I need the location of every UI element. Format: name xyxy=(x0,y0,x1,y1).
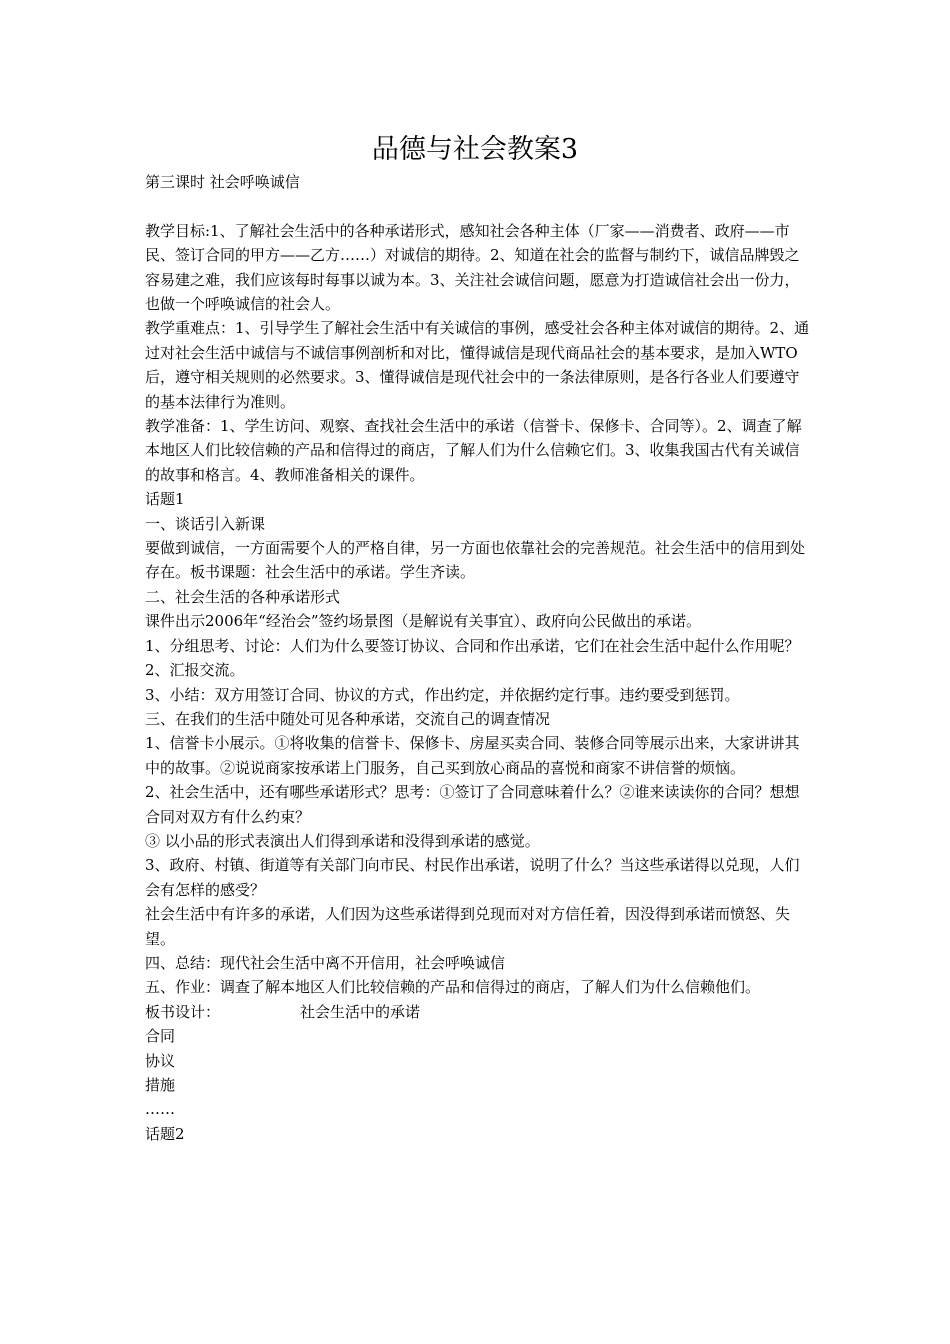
lesson-heading: 第三课时 社会呼唤诚信 xyxy=(145,173,300,191)
paragraph-intro: 要做到诚信，一方面需要个人的严格自律，另一方面也依靠社会的完善规范。社会生活中的信用到处存在。板书课题：社会生活中的承诺。学生齐读。 xyxy=(145,539,806,582)
paragraph-preparation: 教学准备：1、学生访问、观察、查找社会生活中的承诺（信誉卡、保修卡、合同等）。2、调查了解本地区人们比较信赖的产品和信得过的商店，了解人们为什么信赖它们。3、收集我国古代有关诚信的故事和格言。4、教师准备相关的课件。 xyxy=(145,417,802,484)
board-item: 协议 xyxy=(145,1051,176,1070)
section-3-heading: 三、在我们的生活中随处可见各种承诺，交流自己的调查情况 xyxy=(145,709,551,728)
topic-1-heading: 话题1 xyxy=(145,490,185,509)
paragraph-objectives: 教学目标:1、了解社会生活中的各种承诺形式，感知社会各种主体（厂家——消费者、政府——市民、签订合同的甲方——乙方……）对诚信的期待。2、知道在社会的监督与制约下，诚信品牌毁之容易建之难，我们应该每时每事以诚为本。3、关注社会诚信问题，愿意为打造诚信社会出一份力，也做一个呼唤诚信的社会人。 xyxy=(145,221,800,314)
section-5-heading: 五、作业：调查了解本地区人们比较信赖的产品和信得过的商店，了解人们为什么信赖他们。 xyxy=(145,978,761,997)
section-2-heading: 二、社会生活的各种承诺形式 xyxy=(145,587,341,606)
paragraph-skit: ③ 以小品的形式表演出人们得到承诺和没得到承诺的感觉。 xyxy=(145,831,540,850)
paragraph-courseware: 课件出示2006年“经治会”签约场景图（是解说有关事宜）、政府向公民做出的承诺。 xyxy=(145,612,702,631)
paragraph-government: 3、政府、村镇、街道等有关部门向市民、村民作出承诺，说明了什么？当这些承诺得以兑现，人们会有怎样的感受？ xyxy=(145,856,800,899)
section-4-heading: 四、总结：现代社会生活中离不开信用，社会呼唤诚信 xyxy=(145,953,506,972)
paragraph-credit-card: 1、信誉卡小展示。①将收集的信誉卡、保修卡、房屋买卖合同、装修合同等展示出来，大家讲讲其中的故事。②说说商家按承诺上门服务，自己买到放心商品的喜悦和商家不讲信誉的烦恼。 xyxy=(145,734,800,777)
paragraph-discussion: 1、分组思考、讨论：人们为什么要签订协议、合同和作出承诺，它们在社会生活中起什么作用呢？ xyxy=(145,636,800,655)
topic-2-heading: 话题2 xyxy=(145,1124,185,1143)
paragraph-key-points: 教学重难点：1、引导学生了解社会生活中有关诚信的事例，感受社会各种主体对诚信的期待。2、通过对社会生活中诚信与不诚信事例剖析和对比，懂得诚信是现代商品社会的基本要求，是加入WTO后，遵守相关规则的必然要求。3、懂得诚信是现代社会中的一条法律原则，是各行各业人们要遵守的基本法律行为准则。 xyxy=(145,319,810,411)
paragraph-report: 2、汇报交流。 xyxy=(145,661,245,680)
board-design-title: 社会生活中的承诺 xyxy=(300,1002,421,1021)
board-design-label: 板书设计： xyxy=(145,1002,221,1021)
board-item: …… xyxy=(145,1100,175,1119)
board-item: 合同 xyxy=(145,1027,176,1046)
blank-line xyxy=(145,194,813,218)
document-title: 品德与社会教案3 xyxy=(371,134,579,165)
document-body xyxy=(145,170,813,1146)
paragraph-promises: 社会生活中有许多的承诺，人们因为这些承诺得到兑现而对对方信任着，因没得到承诺而愤怒、失望。 xyxy=(145,905,791,948)
board-design-line xyxy=(145,1000,813,1024)
paragraph-other-forms: 2、社会生活中，还有哪些承诺形式？思考：①签订了合同意味着什么？②谁来读读你的合同？想想合同对双方有什么约束？ xyxy=(145,783,800,826)
board-item: 措施 xyxy=(145,1076,176,1095)
section-1-heading: 一、谈话引入新课 xyxy=(145,514,266,533)
paragraph-summary: 3、小结：双方用签订合同、协议的方式，作出约定，并依据约定行事。违约要受到惩罚。 xyxy=(145,685,740,704)
